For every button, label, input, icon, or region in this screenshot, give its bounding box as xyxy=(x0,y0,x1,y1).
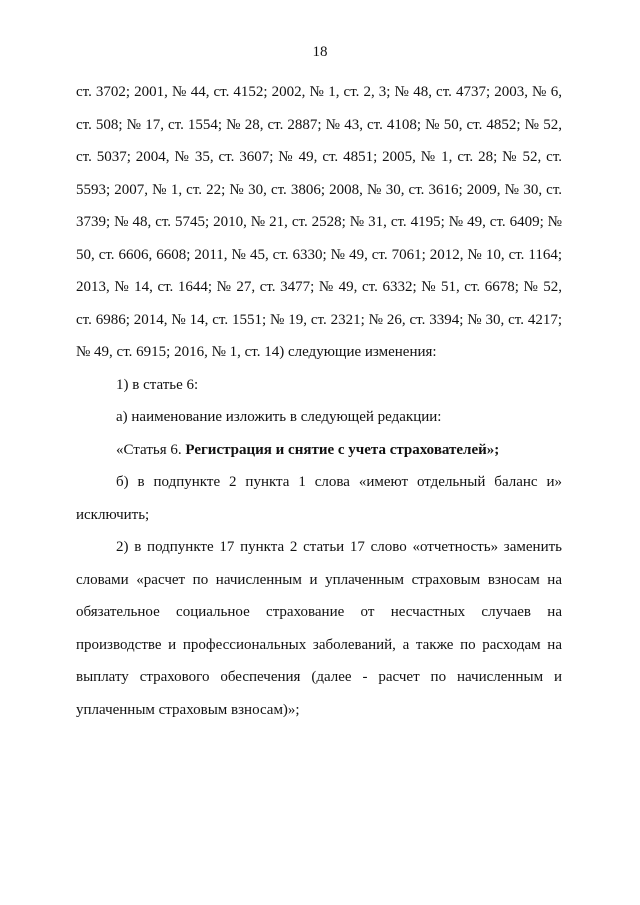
paragraph-item-1: 1) в статье 6: xyxy=(116,376,199,393)
paragraph-legislation-references: ст. 3702; 2001, № 44, ст. 4152; 2002, № 1, ст. 2, 3; № 48, ст. 4737; 2003, № 6, ст. 508; № 17, ст. 1554; № 28, ст. 2887; № 43, ст. 4108; № 50, ст. 4852; № 52, ст. 5037; 2004, № 35, ст. 3607; № 49, ст. 4851; 2005, № 1, ст. 28; № 52, ст. 5593; 2007, № 1, ст. 22; № 30, ст. 3806; 2008, № 30, ст. 3616; 2009, № 30, ст. 3739; № 48, ст. 5745; 2010, № 21, ст. 2528; № 31, ст. 4195; № 49, ст. 6409; № 50, ст. 6606, 6608; 2011, № 45, ст. 6330; № 49, ст. 7061; 2012, № 10, ст. 1164; 2013, № 14, ст. 1644; № 27, ст. 3477; № 49, ст. 6332; № 51, ст. 6678; № 52, ст. 6986; 2014, № 14, ст. 1551; № 19, ст. 2321; № 26, ст. 3394; № 30, ст. 4217; № 49, ст. 6915; 2016, № 1, ст. 14) следующие изменения: xyxy=(76,84,562,360)
paragraph-item-2: 2) в подпункте 17 пункта 2 статьи 17 слово «отчетность» заменить словами «расчет по начисленным и уплаченным страховым взносам на обязательное социальное страхование от несчастных случаев на производстве и профессиональных заболеваний, а также по расходам на выплату страхового обеспечения (далее - расчет по начисленным и уплаченным страховым взносам)»; xyxy=(76,539,562,718)
page-number: 18 xyxy=(312,44,328,60)
article-title-bold: Регистрация и снятие с учета страхователей»; xyxy=(185,441,500,458)
paragraph-article-title xyxy=(76,434,562,467)
paragraph-item-a: а) наименование изложить в следующей редакции: xyxy=(116,409,442,425)
paragraph-item-b: б) в подпункте 2 пункта 1 слова «имеют отдельный баланс и» исключить; xyxy=(76,474,562,523)
document-body xyxy=(76,76,562,726)
article-title-prefix: «Статья 6. xyxy=(116,441,186,458)
